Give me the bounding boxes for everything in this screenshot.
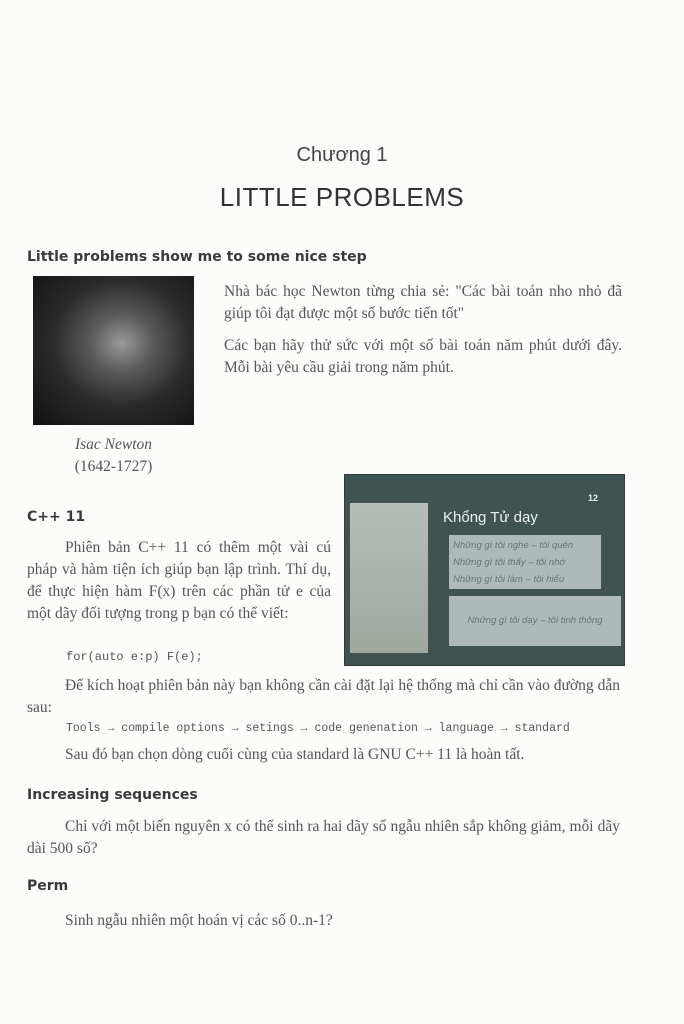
settings-path-code: Tools → compile options → setings → code genenation → language → standard: [66, 722, 570, 735]
slide-line: Những gì tôi thấy – tôi nhớ: [453, 557, 566, 568]
slide-lines-box: [449, 535, 601, 589]
confucius-illustration: [350, 503, 428, 653]
slide-line: Những gì tôi làm – tôi hiểu: [453, 574, 565, 585]
intro-paragraph-1: Nhà bác học Newton từng chia sẻ: "Các bài toán nho nhỏ đã giúp tôi đạt được một số bước tiến tốt": [224, 283, 622, 322]
section-heading-cpp11: C++ 11: [27, 509, 86, 525]
newton-portrait: [33, 276, 194, 425]
slide-highlight: Những gì tôi dạy – tôi tinh thông: [449, 596, 621, 646]
cpp11-paragraph-3: Sau đó bạn chọn dòng cuối cùng của standard là GNU C++ 11 là hoàn tất.: [65, 746, 525, 763]
slide-line: Những gì tôi nghe – tôi quên: [453, 540, 574, 551]
cpp11-paragraph: Phiên bản C++ 11 có thêm một vài cú pháp và hàm tiện ích giúp bạn lập trình. Thí dụ, để thực hiện hàm F(x) trên các phần tử e của một dãy đối tượng trong p bạn có thể viết:: [27, 539, 331, 622]
perm-paragraph: Sinh ngẫu nhiên một hoán vị các số 0..n-1?: [65, 912, 333, 929]
cpp11-paragraph-2: Để kích hoạt phiên bản này bạn không cần cài đặt lại hệ thống mà chỉ cần vào đường dẫn sau:: [27, 677, 620, 716]
section-heading-perm: Perm: [27, 878, 69, 894]
confucius-slide: [344, 474, 625, 666]
slide-number: 12: [587, 493, 598, 503]
increasing-paragraph: Chỉ với một biến nguyên x có thể sinh ra hai dãy số ngẫu nhiên sắp không giảm, mỗi dãy dài 500 số?: [27, 818, 620, 857]
section-heading-intro: Little problems show me to some nice step: [27, 249, 367, 265]
code-snippet: for(auto e:p) F(e);: [66, 650, 203, 664]
caption-name: Isac Newton: [74, 436, 153, 453]
slide-title: Khổng Tử dạy: [443, 509, 538, 526]
chapter-label: Chương 1: [296, 144, 388, 166]
intro-paragraph-2: Các bạn hãy thử sức với một số bài toán năm phút dưới đây. Mỗi bài yêu cầu giải trong năm phút.: [224, 337, 622, 376]
section-heading-increasing: Increasing sequences: [27, 787, 198, 803]
caption-years: (1642-1727): [74, 458, 153, 475]
chapter-title: LITTLE PROBLEMS: [219, 182, 465, 212]
